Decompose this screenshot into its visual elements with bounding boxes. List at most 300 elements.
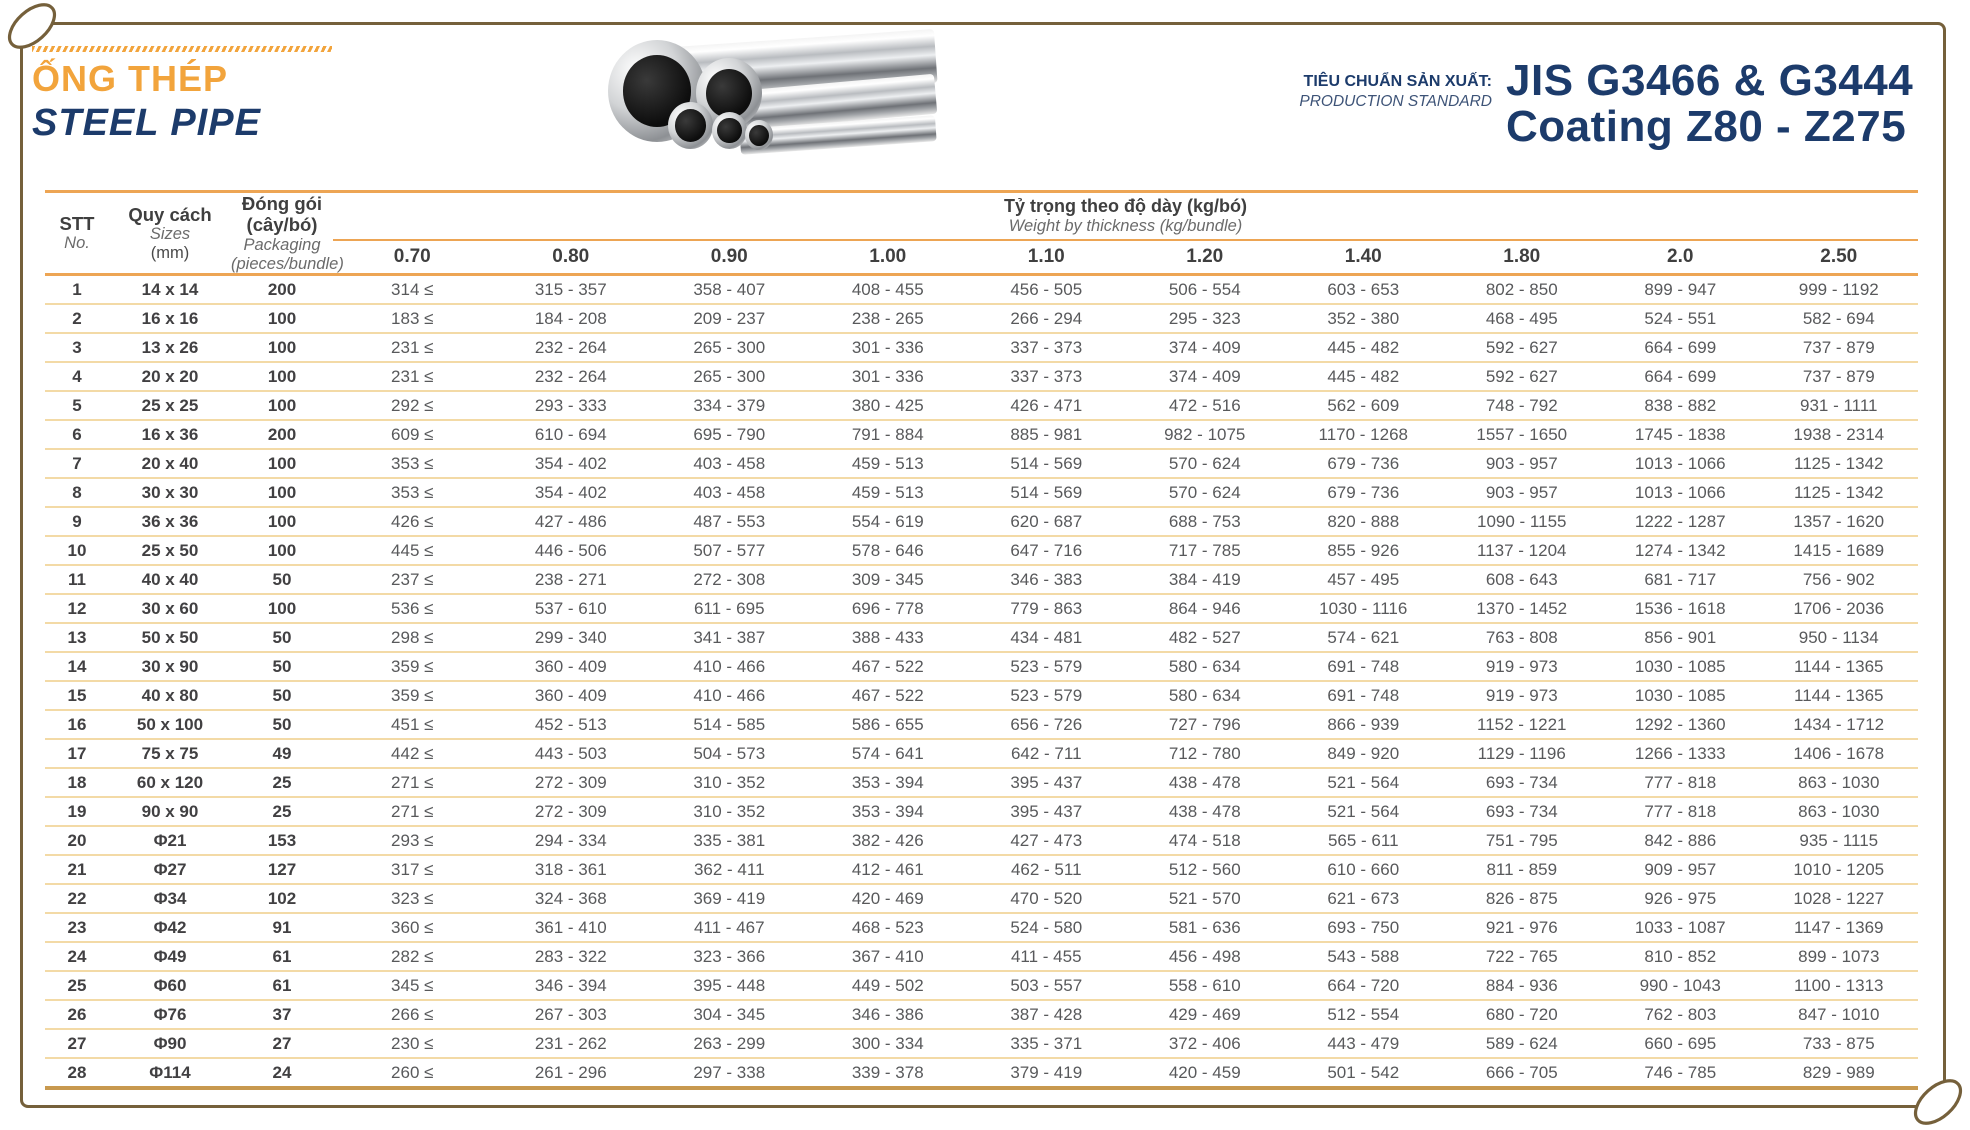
weight-cell: 1030 - 1085 — [1601, 652, 1760, 681]
page-title-en: STEEL PIPE — [32, 102, 261, 144]
table-row — [45, 565, 1918, 594]
weight-cell: 232 - 264 — [492, 333, 651, 362]
weight-cell: 763 - 808 — [1443, 623, 1602, 652]
weight-cell: 456 - 498 — [1126, 942, 1285, 971]
weight-cell: 688 - 753 — [1126, 507, 1285, 536]
page-title-vi: ỐNG THÉP — [32, 58, 229, 99]
weight-cell: 578 - 646 — [809, 536, 968, 565]
weight-cell: 346 - 386 — [809, 1000, 968, 1029]
weight-cell: 501 - 542 — [1284, 1058, 1443, 1087]
weight-cell: 762 - 803 — [1601, 1000, 1760, 1029]
weight-cell: 656 - 726 — [967, 710, 1126, 739]
weight-cell: 679 - 736 — [1284, 449, 1443, 478]
table-row — [45, 942, 1918, 971]
table-row — [45, 333, 1918, 362]
weight-cell: 451 ≤ — [333, 710, 492, 739]
table-row — [45, 739, 1918, 768]
weight-cell: 395 - 437 — [967, 768, 1126, 797]
weight-cell: 717 - 785 — [1126, 536, 1285, 565]
weight-cell: 403 - 458 — [650, 478, 809, 507]
weight-cell: 294 - 334 — [492, 826, 651, 855]
thickness-header: 2.0 — [1601, 240, 1760, 275]
weight-cell: 1090 - 1155 — [1443, 507, 1602, 536]
weight-cell: 395 - 437 — [967, 797, 1126, 826]
row-number-cell: 8 — [45, 478, 109, 507]
weight-cell: 1536 - 1618 — [1601, 594, 1760, 623]
weight-cell: 310 - 352 — [650, 768, 809, 797]
weight-cell: 899 - 1073 — [1760, 942, 1919, 971]
size-cell: 60 x 120 — [109, 768, 231, 797]
weight-cell: 1745 - 1838 — [1601, 420, 1760, 449]
weight-cell: 691 - 748 — [1284, 681, 1443, 710]
weight-cell: 1028 - 1227 — [1760, 884, 1919, 913]
weight-cell: 856 - 901 — [1601, 623, 1760, 652]
weight-cell: 300 - 334 — [809, 1029, 968, 1058]
col-no-en: No. — [64, 234, 90, 253]
weight-cell: 620 - 687 — [967, 507, 1126, 536]
thickness-header: 1.20 — [1126, 240, 1285, 275]
size-cell: Φ27 — [109, 855, 231, 884]
weight-cell: 442 ≤ — [333, 739, 492, 768]
group-header-weight — [333, 192, 1918, 241]
weight-cell: 999 - 1192 — [1760, 275, 1919, 305]
weight-cell: 712 - 780 — [1126, 739, 1285, 768]
weight-cell: 791 - 884 — [809, 420, 968, 449]
packaging-cell: 25 — [231, 768, 333, 797]
weight-cell: 1170 - 1268 — [1284, 420, 1443, 449]
weight-cell: 420 - 459 — [1126, 1058, 1285, 1087]
weight-cell: 611 - 695 — [650, 594, 809, 623]
weight-cell: 183 ≤ — [333, 304, 492, 333]
weight-cell: 238 - 271 — [492, 565, 651, 594]
production-standard-label — [1230, 72, 1492, 111]
weight-cell: 899 - 947 — [1601, 275, 1760, 305]
weight-cell: 565 - 611 — [1284, 826, 1443, 855]
weight-cell: 456 - 505 — [967, 275, 1126, 305]
weight-cell: 324 - 368 — [492, 884, 651, 913]
weight-cell: 315 - 357 — [492, 275, 651, 305]
weight-cell: 304 - 345 — [650, 1000, 809, 1029]
weight-cell: 231 ≤ — [333, 333, 492, 362]
weight-cell: 388 - 433 — [809, 623, 968, 652]
weight-cell: 885 - 981 — [967, 420, 1126, 449]
row-number-cell: 11 — [45, 565, 109, 594]
weight-cell: 537 - 610 — [492, 594, 651, 623]
packaging-cell: 61 — [231, 971, 333, 1000]
weight-cell: 272 - 308 — [650, 565, 809, 594]
weight-cell: 271 ≤ — [333, 797, 492, 826]
weight-cell: 777 - 818 — [1601, 797, 1760, 826]
size-cell: 16 x 36 — [109, 420, 231, 449]
weight-cell: 884 - 936 — [1443, 971, 1602, 1000]
packaging-cell: 100 — [231, 304, 333, 333]
row-number-cell: 4 — [45, 362, 109, 391]
steel-pipe-image — [608, 36, 938, 152]
weight-cell: 506 - 554 — [1126, 275, 1285, 305]
weight-cell: 982 - 1075 — [1126, 420, 1285, 449]
size-cell: 25 x 50 — [109, 536, 231, 565]
weight-cell: 360 - 409 — [492, 652, 651, 681]
table-row — [45, 768, 1918, 797]
weight-cell: 339 - 378 — [809, 1058, 968, 1087]
weight-cell: 426 ≤ — [333, 507, 492, 536]
weight-cell: 384 - 419 — [1126, 565, 1285, 594]
pipe-ring — [745, 120, 773, 150]
weight-cell: 935 - 1115 — [1760, 826, 1919, 855]
pipe-ring — [712, 112, 747, 149]
weight-cell: 866 - 939 — [1284, 710, 1443, 739]
weight-cell: 359 ≤ — [333, 681, 492, 710]
weight-cell: 521 - 564 — [1284, 768, 1443, 797]
col-size-unit: (mm) — [150, 243, 190, 262]
table-row — [45, 652, 1918, 681]
row-number-cell: 17 — [45, 739, 109, 768]
weight-cell: 1010 - 1205 — [1760, 855, 1919, 884]
thickness-header: 1.80 — [1443, 240, 1602, 275]
table-row — [45, 391, 1918, 420]
decorative-hatch-line — [32, 46, 332, 52]
row-number-cell: 19 — [45, 797, 109, 826]
weight-cell: 359 ≤ — [333, 652, 492, 681]
weight-cell: 589 - 624 — [1443, 1029, 1602, 1058]
weight-cell: 345 ≤ — [333, 971, 492, 1000]
weight-cell: 295 - 323 — [1126, 304, 1285, 333]
packaging-cell: 153 — [231, 826, 333, 855]
weight-cell: 919 - 973 — [1443, 681, 1602, 710]
packaging-cell: 100 — [231, 391, 333, 420]
weight-cell: 507 - 577 — [650, 536, 809, 565]
size-cell: Φ42 — [109, 913, 231, 942]
production-standard-value — [1506, 58, 1946, 150]
weight-cell: 1370 - 1452 — [1443, 594, 1602, 623]
weight-cell: 334 - 379 — [650, 391, 809, 420]
weight-cell: 592 - 627 — [1443, 362, 1602, 391]
row-number-cell: 12 — [45, 594, 109, 623]
weight-cell: 459 - 513 — [809, 478, 968, 507]
row-number-cell: 2 — [45, 304, 109, 333]
weight-cell: 1144 - 1365 — [1760, 652, 1919, 681]
weight-cell: 696 - 778 — [809, 594, 968, 623]
weight-cell: 374 - 409 — [1126, 333, 1285, 362]
weight-cell: 382 - 426 — [809, 826, 968, 855]
size-cell: 90 x 90 — [109, 797, 231, 826]
size-cell: Φ60 — [109, 971, 231, 1000]
table-row — [45, 304, 1918, 333]
weight-cell: 360 - 409 — [492, 681, 651, 710]
row-number-cell: 27 — [45, 1029, 109, 1058]
weight-cell: 609 ≤ — [333, 420, 492, 449]
packaging-cell: 50 — [231, 623, 333, 652]
weight-cell: 472 - 516 — [1126, 391, 1285, 420]
packaging-cell: 100 — [231, 536, 333, 565]
frame-loop-top-left — [0, 0, 74, 62]
packaging-cell: 100 — [231, 449, 333, 478]
weight-cell: 664 - 699 — [1601, 362, 1760, 391]
size-cell: 50 x 100 — [109, 710, 231, 739]
packaging-cell: 50 — [231, 710, 333, 739]
table-row — [45, 884, 1918, 913]
table-row — [45, 1000, 1918, 1029]
weight-cell: 523 - 579 — [967, 652, 1126, 681]
weight-cell: 267 - 303 — [492, 1000, 651, 1029]
weight-cell: 582 - 694 — [1760, 304, 1919, 333]
weight-cell: 733 - 875 — [1760, 1029, 1919, 1058]
standard-value-line2: Coating Z80 - Z275 — [1506, 102, 1907, 152]
weight-cell: 468 - 495 — [1443, 304, 1602, 333]
weight-cell: 660 - 695 — [1601, 1029, 1760, 1058]
table-bottom-rule — [45, 1086, 1918, 1090]
column-header-no — [45, 192, 109, 275]
group-header-en: Weight by thickness (kg/bundle) — [1008, 217, 1243, 235]
weight-cell: 360 ≤ — [333, 913, 492, 942]
weight-cell: 503 - 557 — [967, 971, 1126, 1000]
size-cell: Φ90 — [109, 1029, 231, 1058]
packaging-cell: 50 — [231, 681, 333, 710]
pipe-ring — [668, 102, 713, 149]
weight-cell: 263 - 299 — [650, 1029, 809, 1058]
weight-cell: 1137 - 1204 — [1443, 536, 1602, 565]
weight-cell: 358 - 407 — [650, 275, 809, 305]
weight-cell: 863 - 1030 — [1760, 797, 1919, 826]
weight-cell: 380 - 425 — [809, 391, 968, 420]
weight-cell: 664 - 720 — [1284, 971, 1443, 1000]
weight-cell: 427 - 473 — [967, 826, 1126, 855]
weight-cell: 265 - 300 — [650, 362, 809, 391]
size-cell: 75 x 75 — [109, 739, 231, 768]
packaging-cell: 100 — [231, 507, 333, 536]
weight-cell: 237 ≤ — [333, 565, 492, 594]
weight-cell: 524 - 551 — [1601, 304, 1760, 333]
weight-cell: 317 ≤ — [333, 855, 492, 884]
weight-cell: 621 - 673 — [1284, 884, 1443, 913]
weight-cell: 335 - 381 — [650, 826, 809, 855]
weight-cell: 504 - 573 — [650, 739, 809, 768]
weight-cell: 426 - 471 — [967, 391, 1126, 420]
weight-cell: 647 - 716 — [967, 536, 1126, 565]
weight-cell: 543 - 588 — [1284, 942, 1443, 971]
weight-cell: 372 - 406 — [1126, 1029, 1285, 1058]
weight-cell: 346 - 383 — [967, 565, 1126, 594]
weight-cell: 310 - 352 — [650, 797, 809, 826]
row-number-cell: 10 — [45, 536, 109, 565]
weight-cell: 1706 - 2036 — [1760, 594, 1919, 623]
weight-cell: 457 - 495 — [1284, 565, 1443, 594]
packaging-cell: 100 — [231, 362, 333, 391]
table-row — [45, 449, 1918, 478]
weight-cell: 826 - 875 — [1443, 884, 1602, 913]
weight-cell: 691 - 748 — [1284, 652, 1443, 681]
row-number-cell: 16 — [45, 710, 109, 739]
weight-cell: 408 - 455 — [809, 275, 968, 305]
table-row — [45, 362, 1918, 391]
weight-cell: 580 - 634 — [1126, 681, 1285, 710]
weight-cell: 849 - 920 — [1284, 739, 1443, 768]
weight-cell: 603 - 653 — [1284, 275, 1443, 305]
weight-cell: 459 - 513 — [809, 449, 968, 478]
table-row — [45, 1029, 1918, 1058]
weight-cell: 1030 - 1116 — [1284, 594, 1443, 623]
table-row — [45, 420, 1918, 449]
weight-cell: 353 ≤ — [333, 478, 492, 507]
weight-cell: 536 ≤ — [333, 594, 492, 623]
packaging-cell: 27 — [231, 1029, 333, 1058]
weight-cell: 521 - 570 — [1126, 884, 1285, 913]
weight-cell: 558 - 610 — [1126, 971, 1285, 1000]
weight-cell: 230 ≤ — [333, 1029, 492, 1058]
weight-cell: 438 - 478 — [1126, 768, 1285, 797]
packaging-cell: 50 — [231, 652, 333, 681]
table-row — [45, 826, 1918, 855]
weight-cell: 1033 - 1087 — [1601, 913, 1760, 942]
weight-cell: 231 ≤ — [333, 362, 492, 391]
packaging-cell: 100 — [231, 478, 333, 507]
weight-cell: 693 - 734 — [1443, 797, 1602, 826]
packaging-cell: 200 — [231, 275, 333, 305]
row-number-cell: 23 — [45, 913, 109, 942]
weight-cell: 184 - 208 — [492, 304, 651, 333]
table-row — [45, 507, 1918, 536]
packaging-cell: 24 — [231, 1058, 333, 1087]
size-cell: Φ34 — [109, 884, 231, 913]
production-standard-label-vi: TIÊU CHUẨN SẢN XUẤT: — [1303, 73, 1492, 90]
weight-cell: 1274 - 1342 — [1601, 536, 1760, 565]
weight-cell: 272 - 309 — [492, 797, 651, 826]
thickness-header: 1.40 — [1284, 240, 1443, 275]
weight-cell: 562 - 609 — [1284, 391, 1443, 420]
table-row — [45, 623, 1918, 652]
row-number-cell: 1 — [45, 275, 109, 305]
weight-cell: 438 - 478 — [1126, 797, 1285, 826]
weight-cell: 926 - 975 — [1601, 884, 1760, 913]
col-size-en: Sizes — [149, 224, 191, 243]
weight-cell: 921 - 976 — [1443, 913, 1602, 942]
weight-cell: 420 - 469 — [809, 884, 968, 913]
weight-cell: 482 - 527 — [1126, 623, 1285, 652]
weight-cell: 301 - 336 — [809, 362, 968, 391]
row-number-cell: 20 — [45, 826, 109, 855]
weight-cell: 820 - 888 — [1284, 507, 1443, 536]
weight-cell: 610 - 660 — [1284, 855, 1443, 884]
size-cell: 30 x 60 — [109, 594, 231, 623]
row-number-cell: 6 — [45, 420, 109, 449]
size-cell: 50 x 50 — [109, 623, 231, 652]
packaging-cell: 37 — [231, 1000, 333, 1029]
weight-cell: 580 - 634 — [1126, 652, 1285, 681]
column-header-packaging — [231, 192, 344, 275]
weight-cell: 369 - 419 — [650, 884, 809, 913]
weight-cell: 467 - 522 — [809, 681, 968, 710]
weight-cell: 452 - 513 — [492, 710, 651, 739]
weight-cell: 395 - 448 — [650, 971, 809, 1000]
weight-cell: 864 - 946 — [1126, 594, 1285, 623]
thickness-header: 0.70 — [333, 240, 492, 275]
spec-table — [45, 190, 1918, 1088]
weight-cell: 446 - 506 — [492, 536, 651, 565]
weight-cell: 354 - 402 — [492, 449, 651, 478]
row-number-cell: 3 — [45, 333, 109, 362]
weight-cell: 642 - 711 — [967, 739, 1126, 768]
size-cell: Φ49 — [109, 942, 231, 971]
weight-cell: 341 - 387 — [650, 623, 809, 652]
weight-cell: 412 - 461 — [809, 855, 968, 884]
col-pack-en: Packaging — [243, 235, 321, 254]
row-number-cell: 28 — [45, 1058, 109, 1087]
weight-cell: 309 - 345 — [809, 565, 968, 594]
production-standard-label-en: PRODUCTION STANDARD — [1299, 93, 1492, 110]
weight-cell: 581 - 636 — [1126, 913, 1285, 942]
weight-cell: 666 - 705 — [1443, 1058, 1602, 1087]
size-cell: 40 x 40 — [109, 565, 231, 594]
weight-cell: 429 - 469 — [1126, 1000, 1285, 1029]
packaging-cell: 25 — [231, 797, 333, 826]
row-number-cell: 14 — [45, 652, 109, 681]
weight-cell: 514 - 585 — [650, 710, 809, 739]
weight-cell: 353 - 394 — [809, 797, 968, 826]
row-number-cell: 18 — [45, 768, 109, 797]
thickness-header: 2.50 — [1760, 240, 1919, 275]
weight-cell: 838 - 882 — [1601, 391, 1760, 420]
weight-cell: 323 - 366 — [650, 942, 809, 971]
weight-cell: 514 - 569 — [967, 478, 1126, 507]
weight-cell: 811 - 859 — [1443, 855, 1602, 884]
weight-cell: 722 - 765 — [1443, 942, 1602, 971]
weight-cell: 232 - 264 — [492, 362, 651, 391]
table-row — [45, 275, 1918, 305]
weight-cell: 592 - 627 — [1443, 333, 1602, 362]
weight-cell: 266 ≤ — [333, 1000, 492, 1029]
weight-cell: 467 - 522 — [809, 652, 968, 681]
weight-cell: 487 - 553 — [650, 507, 809, 536]
weight-cell: 919 - 973 — [1443, 652, 1602, 681]
weight-cell: 474 - 518 — [1126, 826, 1285, 855]
weight-cell: 272 - 309 — [492, 768, 651, 797]
weight-cell: 445 ≤ — [333, 536, 492, 565]
weight-cell: 931 - 1111 — [1760, 391, 1919, 420]
weight-cell: 462 - 511 — [967, 855, 1126, 884]
weight-cell: 847 - 1010 — [1760, 1000, 1919, 1029]
weight-cell: 751 - 795 — [1443, 826, 1602, 855]
row-number-cell: 22 — [45, 884, 109, 913]
row-number-cell: 13 — [45, 623, 109, 652]
row-number-cell: 7 — [45, 449, 109, 478]
table-row — [45, 855, 1918, 884]
weight-cell: 693 - 750 — [1284, 913, 1443, 942]
weight-cell: 512 - 560 — [1126, 855, 1285, 884]
weight-cell: 265 - 300 — [650, 333, 809, 362]
thickness-header: 1.00 — [809, 240, 968, 275]
weight-cell: 323 ≤ — [333, 884, 492, 913]
weight-cell: 470 - 520 — [967, 884, 1126, 913]
weight-cell: 301 - 336 — [809, 333, 968, 362]
weight-cell: 292 ≤ — [333, 391, 492, 420]
weight-cell: 1125 - 1342 — [1760, 449, 1919, 478]
size-cell: 13 x 26 — [109, 333, 231, 362]
weight-cell: 810 - 852 — [1601, 942, 1760, 971]
weight-cell: 554 - 619 — [809, 507, 968, 536]
weight-cell: 570 - 624 — [1126, 449, 1285, 478]
weight-cell: 523 - 579 — [967, 681, 1126, 710]
weight-cell: 353 ≤ — [333, 449, 492, 478]
weight-cell: 512 - 554 — [1284, 1000, 1443, 1029]
weight-cell: 297 - 338 — [650, 1058, 809, 1087]
weight-cell: 1030 - 1085 — [1601, 681, 1760, 710]
weight-cell: 681 - 717 — [1601, 565, 1760, 594]
col-size-vi: Quy cách — [128, 203, 212, 225]
weight-cell: 1125 - 1342 — [1760, 478, 1919, 507]
weight-cell: 903 - 957 — [1443, 449, 1602, 478]
weight-cell: 610 - 694 — [492, 420, 651, 449]
size-cell: Φ76 — [109, 1000, 231, 1029]
